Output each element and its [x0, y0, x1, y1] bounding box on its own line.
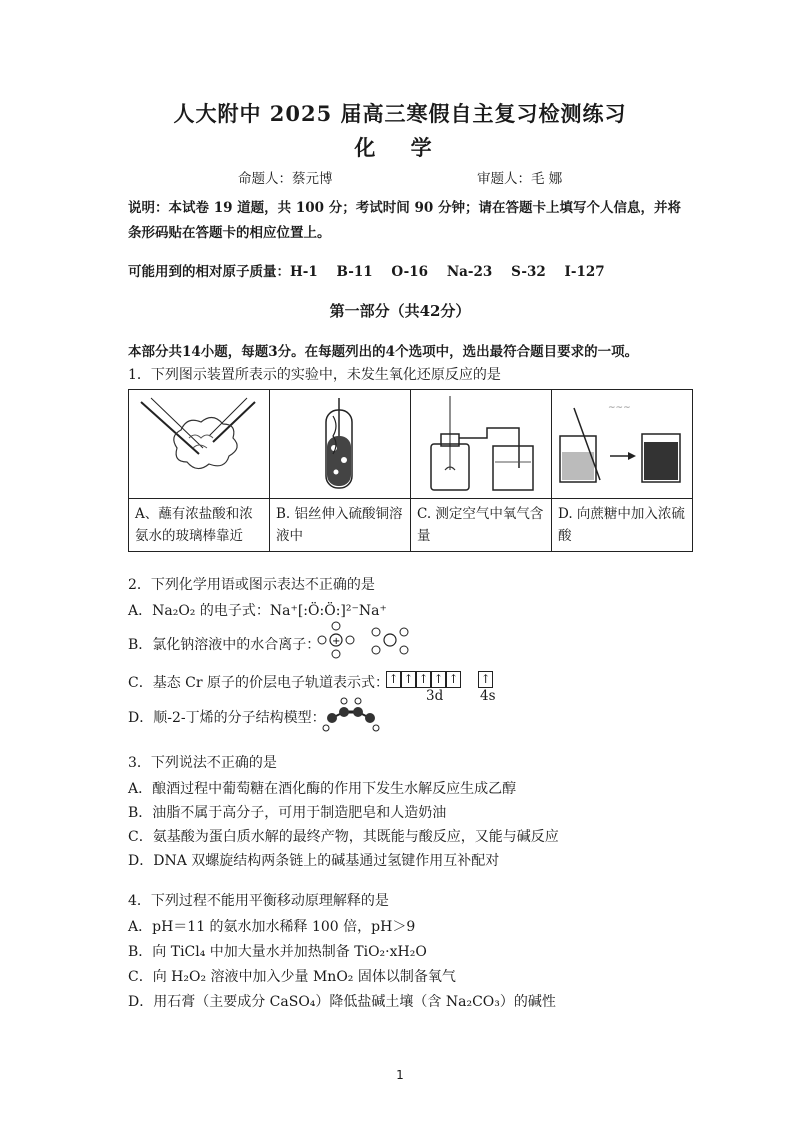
- orbital-box: ↑: [386, 671, 401, 688]
- q4-stem: 4．下列过程不能用平衡移动原理解释的是: [128, 893, 389, 909]
- q2-option-a: A．Na₂O₂ 的电子式：Na⁺[:Ö:Ö:]²⁻Na⁺: [128, 603, 387, 619]
- q4-option-c: C．向 H₂O₂ 溶液中加入少量 MnO₂ 固体以制备氧气: [128, 969, 456, 985]
- q1-experiment-table: [128, 389, 693, 552]
- exam-title: 人大附中 2025 届高三寒假自主复习检测练习: [173, 101, 627, 126]
- orbital-box: ↑: [431, 671, 446, 688]
- q2-option-c: C．基态 Cr 原子的价层电子轨道表示式：: [128, 675, 390, 691]
- q1-figure-d: [552, 390, 693, 499]
- oxygen-measurement-figure: [411, 390, 549, 498]
- hydrated-ions-figure: [310, 618, 420, 668]
- q4-option-a: A．pH＝11 的氨水加水稀释 100 倍，pH＞9: [128, 919, 416, 935]
- instructions-line-1: 说明：本试卷 19 道题，共 100 分；考试时间 90 分钟；请在答题卡上填写个人信息，并将: [128, 200, 681, 216]
- orbital-box: ↑: [416, 671, 431, 688]
- q3-option-d: D．DNA 双螺旋结构两条链上的碱基通过氢键作用互补配对: [128, 853, 500, 869]
- q4-option-b: B．向 TiCl₄ 中加大量水并加热制备 TiO₂·xH₂O: [128, 944, 427, 960]
- orbital-box: ↑: [478, 671, 493, 688]
- q1-figure-a: [129, 390, 270, 499]
- butene-model-figure: [320, 696, 380, 736]
- page-number: 1: [396, 1068, 404, 1082]
- q4-option-d: D．用石膏（主要成分 CaSO₄）降低盐碱土壤（含 Na₂CO₃）的碱性: [128, 994, 556, 1010]
- author: 命题人：蔡元博: [238, 171, 333, 187]
- q1-option-a: A、蘸有浓盐酸和浓氨水的玻璃棒靠近: [129, 499, 270, 552]
- q1-stem: 1．下列图示装置所表示的实验中，未发生氧化还原反应的是: [128, 367, 501, 383]
- q1-option-d: D. 向蔗糖中加入浓硫酸: [552, 499, 693, 552]
- svg-text:~~~: ~~~: [608, 403, 631, 413]
- orbital-label-3d: 3d: [426, 688, 444, 704]
- q2-option-b: B．氯化钠溶液中的水合离子：: [128, 637, 321, 653]
- orbital-box: ↑: [401, 671, 416, 688]
- q3-option-b: B．油脂不属于高分子，可用于制造肥皂和人造奶油: [128, 805, 447, 821]
- part-intro: 本部分共14小题，每题3分。在每题列出的4个选项中，选出最符合题目要求的一项。: [128, 344, 639, 360]
- q1-option-c: C. 测定空气中氧气含量: [411, 499, 552, 552]
- q3-option-c: C．氨基酸为蛋白质水解的最终产物，其既能与酸反应，又能与碱反应: [128, 829, 559, 845]
- cr-orbital-diagram: [386, 668, 493, 688]
- q2-option-d: D．顺-2-丁烯的分子结构模型：: [128, 710, 326, 726]
- subject-title: 化 学: [354, 135, 446, 160]
- glass-rods-smoke-figure: [129, 390, 267, 498]
- sucrose-sulfuric-acid-figure: [552, 390, 690, 498]
- q1-option-b: B. 铝丝伸入硫酸铜溶液中: [270, 499, 411, 552]
- part-title: 第一部分（共42分）: [329, 302, 471, 320]
- q1-figure-c: [411, 390, 552, 499]
- q2-stem: 2．下列化学用语或图示表达不正确的是: [128, 577, 375, 593]
- orbital-label-4s: 4s: [480, 688, 496, 704]
- q3-stem: 3．下列说法不正确的是: [128, 755, 277, 771]
- q3-option-a: A．酿酒过程中葡萄糖在酒化酶的作用下发生水解反应生成乙醇: [128, 781, 517, 797]
- atomic-masses: 可能用到的相对原子质量：H-1 B-11 O-16 Na-23 S-32 I-127: [128, 264, 605, 280]
- q1-figure-b: [270, 390, 411, 499]
- test-tube-figure: [270, 390, 408, 498]
- instructions-line-2: 条形码贴在答题卡的相应位置上。: [128, 225, 331, 241]
- svg-text:+: +: [332, 636, 341, 647]
- reviewer: 审题人：毛 娜: [477, 171, 563, 187]
- orbital-box: ↑: [446, 671, 461, 688]
